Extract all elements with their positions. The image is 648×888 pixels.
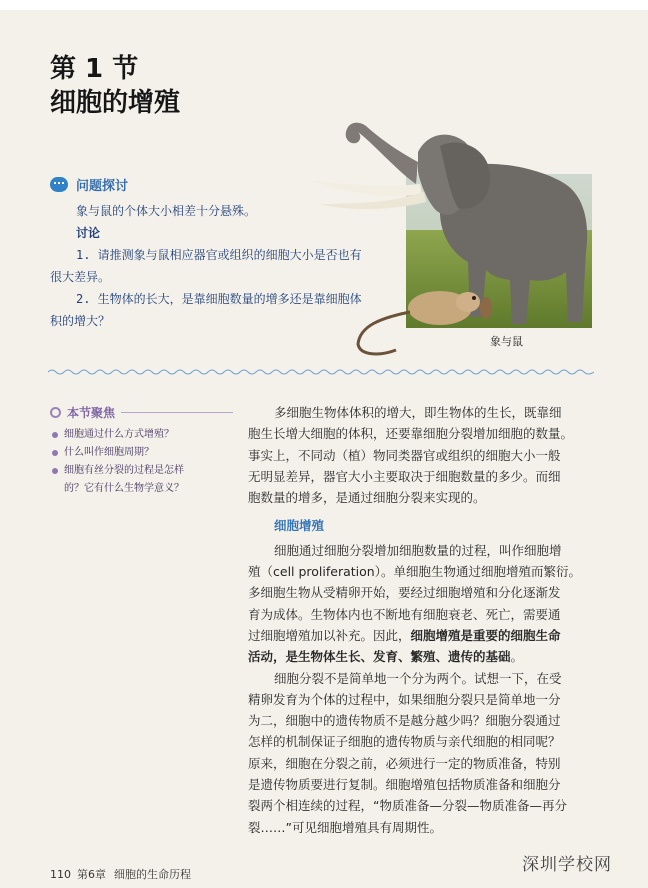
focus-item: 细胞有丝分裂的过程是怎样 (50, 462, 220, 480)
focus-item: 细胞通过什么方式增殖？ (50, 426, 220, 444)
text-line: 细胞分裂不是简单地一个分为两个。试想一下，在受 (274, 670, 562, 686)
text-line: 育为成体。生物体内也不断地有细胞衰老、死亡，需要通 (248, 606, 561, 622)
text-line: 为二，细胞中的遗传物质不是越分越少吗？细胞分裂通过 (248, 713, 561, 729)
text-line: 胞生长增大细胞的体积，还要靠细胞分裂增加细胞的数量。 (248, 426, 574, 442)
inquiry-line: 很大差异。 (50, 270, 111, 284)
text-line: 细胞通过细胞分裂增加细胞数量的过程，叫作细胞增 (274, 542, 562, 558)
text-line: 怎样的机制保证子细胞的遗传物质与亲代细胞的相同呢？ (248, 734, 561, 750)
page-footer (50, 866, 191, 882)
key-point: 活动，是生物体生长、发育、繁殖、遗传的基础 (248, 649, 511, 665)
chapter-name: 细胞的生命历程 (114, 868, 191, 881)
inquiry-line: 1. 请推测象与鼠相应器官或组织的细胞大小是否也有 (76, 248, 362, 262)
section-heading (50, 52, 180, 120)
inquiry-intro: 象与鼠的个体大小相差十分悬殊。 (76, 204, 257, 218)
text-line: 是遗传物质要进行复制。细胞增殖包括物质准备和细胞分 (248, 777, 561, 793)
text-line: 殖（cell proliferation）。单细胞生物通过细胞增殖而繁衍。 (248, 564, 581, 580)
text-line: 精卵发育为个体的过程中，如果细胞分裂只是简单地一分 (248, 691, 561, 707)
text-line: 多细胞生物从受精卵开始，要经过细胞增殖和分化逐渐发 (248, 585, 561, 601)
text-line: 原来，细胞在分裂之前，必须进行一定的物质准备，特别 (248, 755, 561, 771)
focus-header (50, 404, 233, 421)
inquiry-header (50, 175, 128, 194)
focus-list (50, 426, 220, 498)
inquiry-line: 2. 生物体的长大，是靠细胞数量的增多还是靠细胞体 (76, 292, 362, 306)
subsection-heading: 细胞增殖 (274, 518, 325, 534)
key-point: 细胞增殖是重要的细胞生命 (410, 627, 561, 643)
text-line: 事实上，不同动（植）物同类器官或组织的细胞大小一般 (248, 447, 561, 463)
bullet-icon (52, 468, 58, 474)
chapter-number: 第6章 (77, 868, 106, 881)
top-band (0, 0, 648, 10)
main-text (248, 402, 596, 838)
discussion-label: 讨论 (76, 226, 101, 240)
text-line: 胞数量的增多，是通过细胞分裂来实现的。 (248, 490, 486, 506)
speech-bubble-icon (50, 177, 68, 192)
text-line: 多细胞生物体体积的增大，即生物体的生长，既靠细 (274, 405, 562, 420)
elephant-mouse-photo (300, 112, 592, 360)
watermark: 深圳学校网 (522, 855, 612, 875)
text-line: 裂……”可见细胞增殖具有周期性。 (248, 819, 442, 835)
target-icon (50, 407, 61, 418)
text-line: 活动，是生物体生长、发育、繁殖、遗传的基础。 (248, 649, 524, 665)
inquiry-line: 积的增大？ (50, 314, 111, 328)
focus-rule (121, 412, 233, 413)
text-line: 无明显差异，器官大小主要取决于细胞数量的多少。而细 (248, 468, 561, 484)
text-line: 裂两个相连续的过程，“物质准备—分裂—物质准备—再分 (248, 798, 567, 814)
divider-wave (48, 368, 594, 376)
bullet-icon (52, 432, 58, 438)
section-number: 第 1 节 (50, 54, 139, 84)
text-line: 过细胞增殖加以补充。因此，细胞增殖是重要的细胞生命 (248, 627, 561, 643)
bullet-icon (52, 450, 58, 456)
section-title: 细胞的增殖 (50, 88, 181, 118)
page-number: 110 (50, 868, 71, 881)
focus-label: 本节聚焦 (67, 406, 116, 420)
figure-caption: 象与鼠 (490, 335, 523, 348)
inquiry-label: 问题探讨 (76, 179, 129, 194)
focus-item: 什么叫作细胞周期？ (50, 444, 220, 462)
focus-item-continued: 的？它有什么生物学意义？ (64, 483, 184, 494)
